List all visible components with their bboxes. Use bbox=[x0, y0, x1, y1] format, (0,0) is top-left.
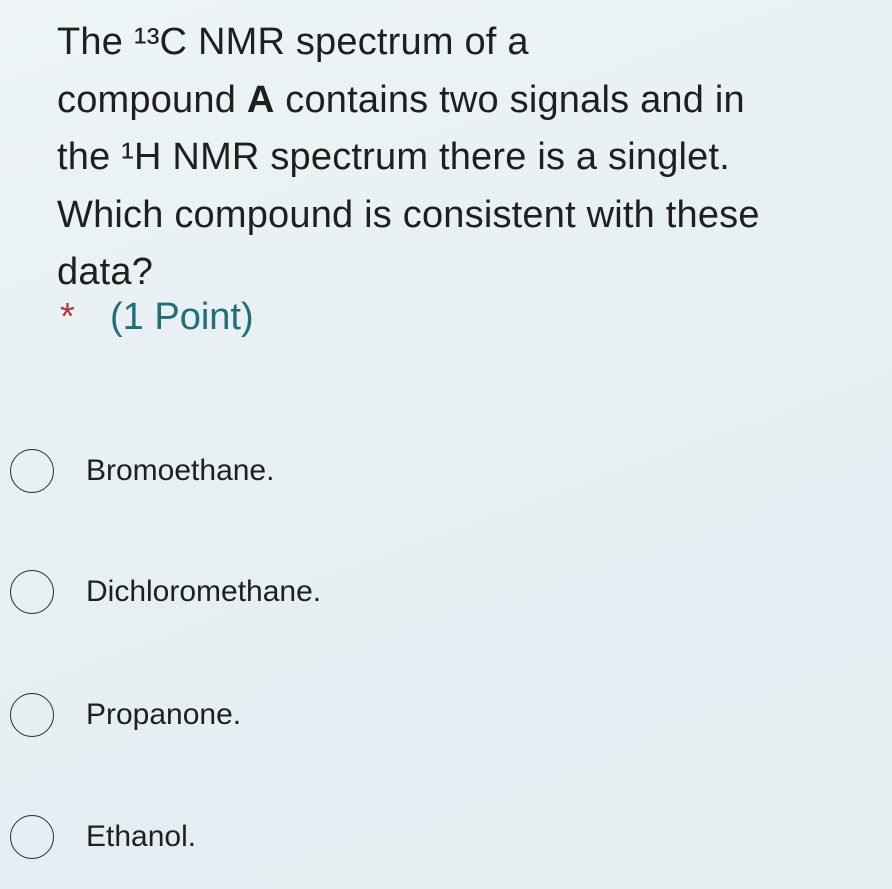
points-label: (1 Point) bbox=[110, 296, 254, 338]
question-line-1: The ¹³C NMR spectrum of a bbox=[57, 21, 529, 63]
option-ethanol[interactable] bbox=[10, 812, 196, 862]
option-bromoethane[interactable] bbox=[10, 446, 274, 496]
question-line-2-start: compound bbox=[57, 78, 247, 121]
question-line-5: data? bbox=[57, 251, 154, 293]
option-propanone[interactable] bbox=[10, 690, 241, 740]
question-text bbox=[57, 14, 857, 302]
option-label: Bromoethane. bbox=[86, 454, 275, 487]
points-row bbox=[60, 294, 254, 340]
required-marker: * bbox=[60, 296, 75, 338]
compound-label: A bbox=[246, 78, 275, 121]
radio-button-icon[interactable] bbox=[10, 815, 54, 859]
radio-button-icon[interactable] bbox=[10, 570, 54, 614]
option-label: Dichloromethane. bbox=[86, 575, 322, 608]
radio-button-icon[interactable] bbox=[10, 693, 54, 737]
option-label: Ethanol. bbox=[86, 820, 197, 853]
option-dichloromethane[interactable] bbox=[10, 567, 321, 617]
question-line-4: Which compound is consistent with these bbox=[57, 193, 760, 236]
option-label: Propanone. bbox=[86, 698, 242, 731]
question-line-2 bbox=[57, 72, 857, 130]
question-line-2-end: contains two signals and in bbox=[274, 78, 745, 121]
radio-button-icon[interactable] bbox=[10, 449, 54, 493]
question-line-3: the ¹H NMR spectrum there is a singlet. bbox=[57, 136, 731, 178]
